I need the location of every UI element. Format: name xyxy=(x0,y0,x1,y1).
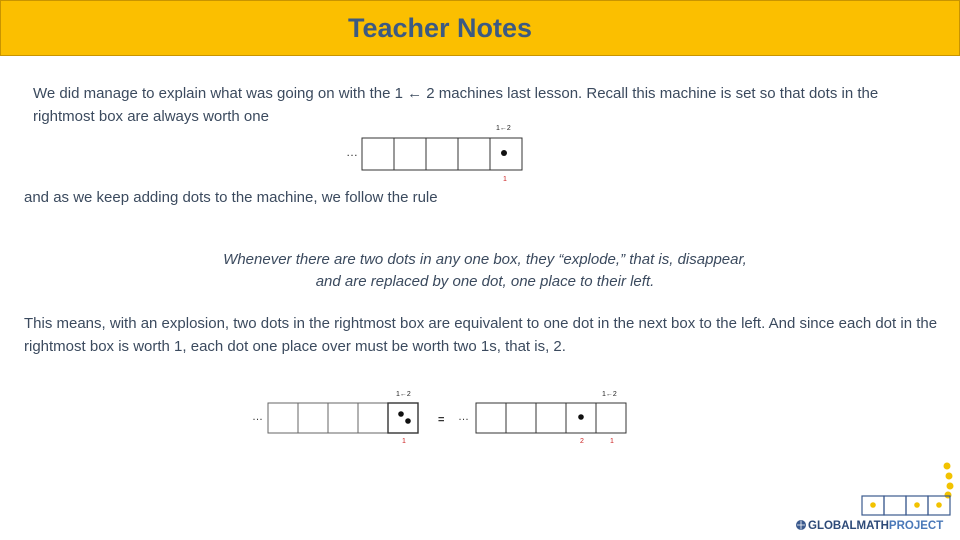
logo-text: GLOBALMATHPROJECT xyxy=(808,520,944,532)
globe-icon xyxy=(796,520,806,530)
intro-paragraph: We did manage to explain what was going on with the 1 ← 2 machines last lesson. Recall this machine is set so that dots in the rightmost box are always worth one xyxy=(33,85,879,125)
machine-label: 1←2 xyxy=(396,391,411,398)
place-value-label: 2 xyxy=(580,438,584,445)
place-value-label: 1 xyxy=(503,176,507,183)
dot xyxy=(398,411,404,417)
rule-line-2: and are replaced by one dot, one place to their left. xyxy=(315,273,655,290)
dot xyxy=(501,150,507,156)
rule-line-1: Whenever there are two dots in any one box, they “explode,” that is, disappear, xyxy=(223,251,747,268)
machine-diagram-equivalence xyxy=(250,386,650,448)
machine-boxes-left xyxy=(268,403,418,433)
place-value-label: 1 xyxy=(610,438,614,445)
rule-intro-paragraph: and as we keep adding dots to the machine, we follow the rule xyxy=(24,189,438,206)
place-value-label: 1 xyxy=(402,438,406,445)
machine-label: 1←2 xyxy=(602,391,617,398)
logo-boxes xyxy=(862,496,950,515)
page-title: Teacher Notes xyxy=(348,13,533,43)
explosion-rule xyxy=(160,249,810,293)
dot xyxy=(405,418,411,424)
logo-dot-arc xyxy=(944,463,954,499)
equals-sign: = xyxy=(438,414,445,426)
machine-label: 1←2 xyxy=(496,125,511,132)
ellipsis-label: … xyxy=(252,411,263,423)
ellipsis-label: … xyxy=(346,145,358,159)
ellipsis-label: … xyxy=(458,411,469,423)
dot xyxy=(578,414,584,420)
machine-boxes-right xyxy=(476,403,626,433)
explanation-paragraph: This means, with an explosion, two dots in the rightmost box are equivalent to one dot in the next box to the left. And since each dot in the rightmost box is worth 1, each dot one place over must be worth two 1s, that is, 2. xyxy=(24,315,938,355)
header-bar xyxy=(0,0,960,56)
machine-boxes xyxy=(362,138,522,170)
global-math-project-logo xyxy=(790,458,960,538)
machine-diagram-single xyxy=(340,118,540,188)
